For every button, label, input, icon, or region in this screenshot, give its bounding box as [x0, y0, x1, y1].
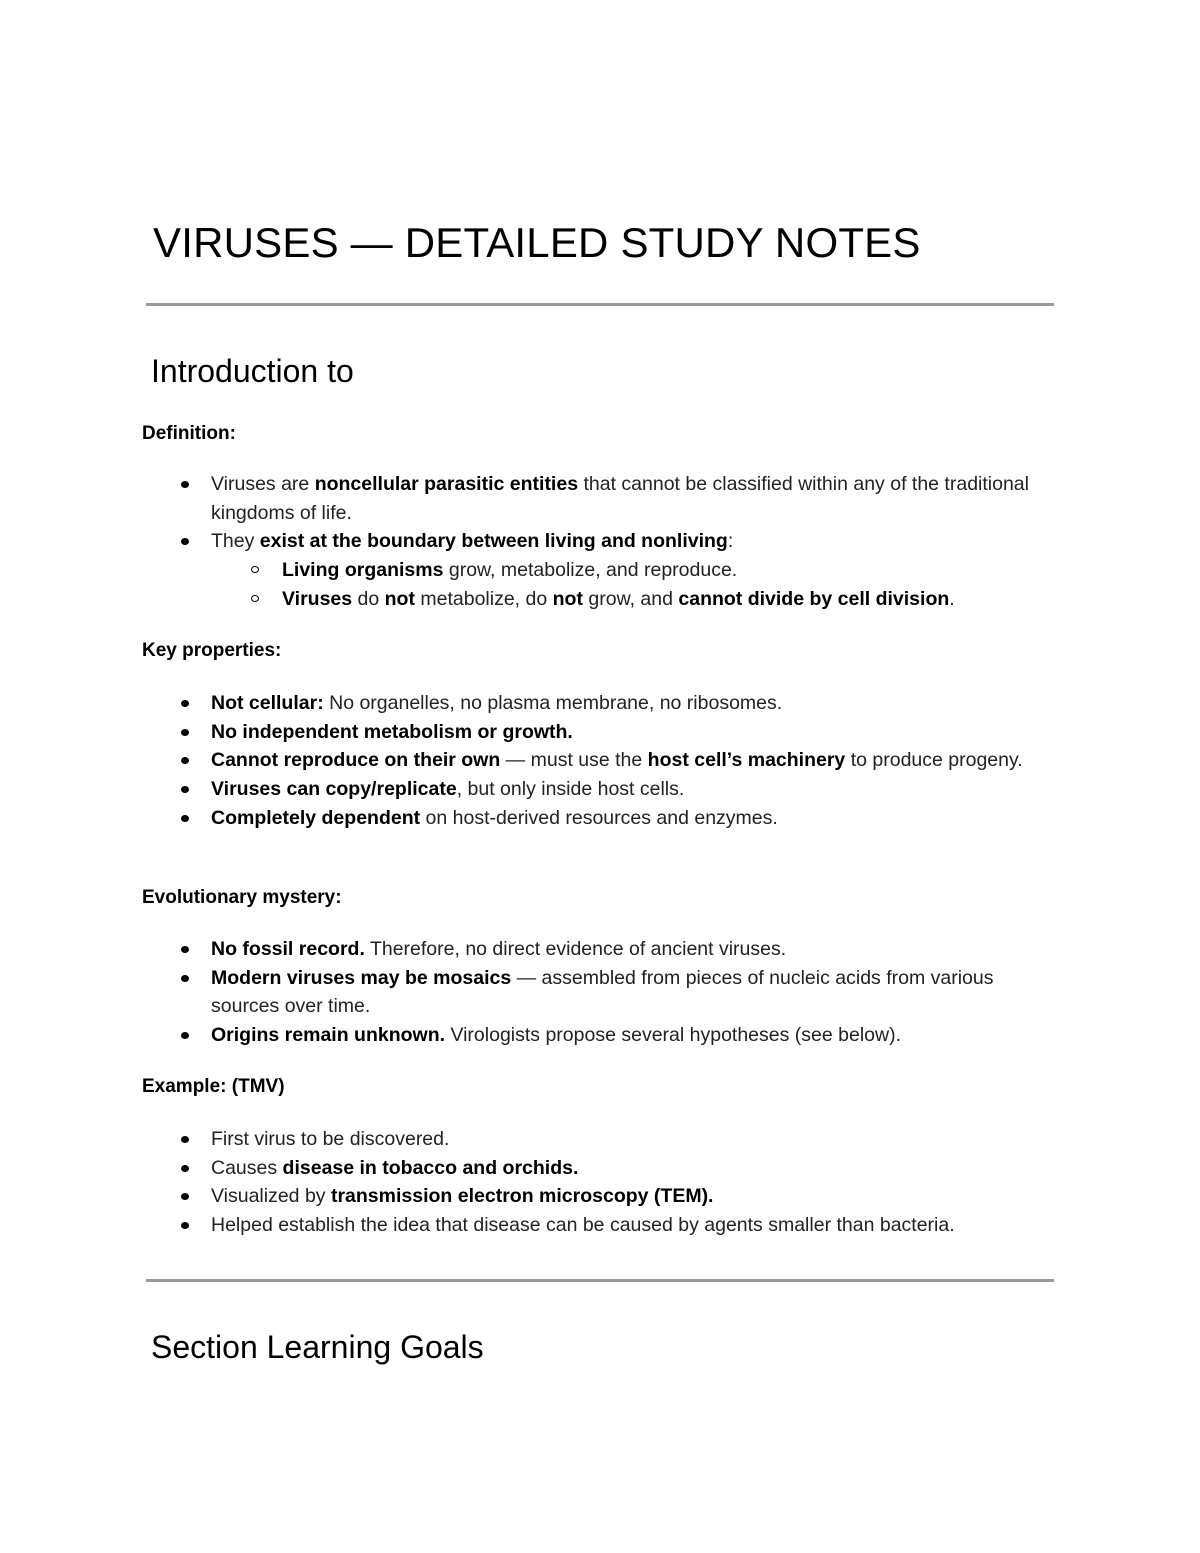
item-bold-text: Living organisms [282, 559, 444, 582]
definition-list [211, 470, 1041, 614]
item-text: First virus to be discovered. [211, 1128, 450, 1150]
document-title: VIRUSES — DETAILED STUDY NOTES [153, 219, 921, 266]
item-text: : [727, 530, 734, 553]
item-bold-text: Completely dependent [211, 806, 421, 829]
definition-sublist [211, 556, 1041, 613]
item-bold-text: Viruses can copy/replicate [211, 778, 457, 801]
key-properties-list [211, 689, 1041, 833]
list-item [211, 718, 1041, 747]
item-text: Causes [211, 1156, 283, 1179]
item-bold-text: disease in tobacco and orchids. [282, 1156, 579, 1179]
horizontal-rule [146, 1279, 1054, 1282]
item-text: grow, metabolize, and reproduce. [443, 559, 738, 582]
item-text: Therefore, no direct evidence of ancient viruses. [364, 938, 787, 960]
item-text: do [352, 587, 385, 610]
list-item [211, 689, 1041, 718]
item-bold-text: Origins remain unknown. [211, 1024, 446, 1047]
evolutionary-mystery-list [211, 935, 1041, 1050]
item-bold-text: transmission electron microscopy (TEM). [330, 1185, 714, 1208]
item-text: . [949, 587, 955, 610]
item-text: grow, and [582, 587, 679, 610]
item-text: Helped establish the idea that disease can be caused by agents smaller than bacteria. [211, 1214, 955, 1237]
item-bold-text: Cannot reproduce on their own [211, 749, 501, 772]
item-bold-text: not [552, 587, 583, 610]
list-item [211, 527, 1041, 613]
horizontal-rule [146, 303, 1054, 306]
definition-label: Definition: [142, 423, 236, 444]
list-item [211, 1154, 1041, 1183]
item-text: on host-derived resources and enzymes. [420, 806, 778, 829]
item-bold-text: not [384, 587, 415, 610]
item-text: that cannot be classified within any of the traditional kingdoms of life. [211, 473, 1029, 524]
section-heading-learning-goals: Section Learning Goals [151, 1329, 484, 1365]
evolutionary-mystery-label: Evolutionary mystery: [142, 887, 342, 908]
item-bold-text: Modern viruses may be mosaics [211, 966, 512, 989]
item-text: to produce progeny. [845, 749, 1023, 772]
item-text: , but only inside host cells. [456, 778, 685, 801]
list-item [211, 964, 1041, 1021]
item-text: They [211, 530, 260, 553]
list-item [211, 746, 1041, 775]
sublist-item [282, 556, 1041, 585]
item-bold-text: cannot divide by cell division [678, 587, 950, 610]
list-item [211, 470, 1041, 527]
item-bold-text: No fossil record. [211, 938, 365, 960]
item-text: Virologists propose several hypotheses (see below). [445, 1024, 901, 1047]
item-bold-text: host cell’s machinery [647, 749, 846, 772]
list-item [211, 1125, 1041, 1154]
item-bold-text: noncellular parasitic entities [314, 473, 579, 495]
item-bold-text: exist at the boundary between living and nonliving [259, 530, 728, 553]
item-text: Visualized by [211, 1185, 331, 1208]
example-label: Example: (TMV) [142, 1076, 285, 1097]
section-heading-introduction: Introduction to [151, 353, 354, 389]
list-item [211, 935, 1041, 964]
item-text: No organelles, no plasma membrane, no ribosomes. [323, 692, 783, 714]
item-text: — must use the [500, 749, 648, 772]
list-item [211, 775, 1041, 804]
list-item [211, 1182, 1041, 1211]
example-list [211, 1125, 1041, 1240]
item-text: Viruses are [211, 473, 315, 495]
item-text: metabolize, do [414, 587, 553, 610]
list-item [211, 1211, 1041, 1240]
item-bold-text: Not cellular: [211, 692, 324, 714]
key-properties-label: Key properties: [142, 640, 282, 661]
list-item [211, 804, 1041, 833]
item-bold-text: No independent metabolism or growth. [211, 720, 573, 743]
item-bold-text: Viruses [282, 587, 353, 610]
list-item [211, 1021, 1041, 1050]
sublist-item [282, 585, 1041, 614]
item-text: — assembled from pieces of nucleic acids from various sources over time. [211, 966, 994, 1018]
